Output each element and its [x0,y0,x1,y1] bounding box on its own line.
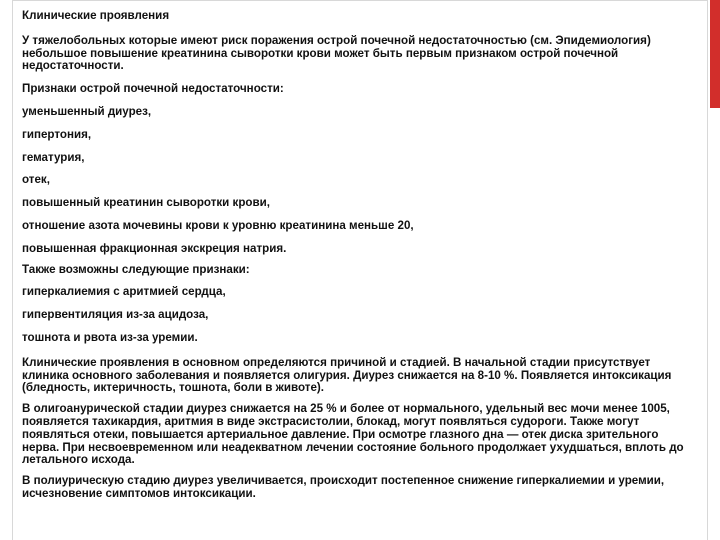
list-item: отек, [22,173,50,187]
red-accent-bar [710,0,720,108]
extra-signs-heading: Также возможны следующие признаки: [22,262,250,276]
list-item: повышенная фракционная экскреция натрия. [22,241,287,255]
slide-frame-left [12,0,13,540]
list-item: гипертония, [22,127,92,141]
stage-oligoanuric-paragraph: В олигоанурической стадии диурез снижается на 25 % и более от нормального, удельный вес мочи менее 1005, появляется тахикардия, аритмия в виде экстрасистолии, блокад, могут появляться судороги. Также могут появляться отеки, повышается артериальное давление. При осмотре глазного дна — отек диска зрительного нерва. При несвоевременном или неадекватном лечении состояние больного продолжает ухудшаться, вплоть до летального исхода. [22,402,684,467]
signs-list [22,106,694,256]
page-title: Клинические проявления [22,9,170,22]
slide-frame-right [707,0,708,540]
signs-heading: Признаки острой почечной недостаточности: [22,82,284,96]
slide-content [22,10,694,509]
list-item: отношение азота мочевины крови к уровню креатинина меньше 20, [22,218,414,232]
list-item: уменьшенный диурез, [22,104,152,118]
stage-polyuric-paragraph: В полиурическую стадию диурез увеличивается, происходит постепенное снижение гиперкалиемии и уремии, исчезновение симптомов интоксикации. [22,474,665,500]
list-item: тошнота и рвота из-за уремии. [22,330,198,344]
extra-signs-list [22,286,694,344]
intro-paragraph: У тяжелобольных которые имеют риск поражения острой почечной недостаточностью (см. Эпидемиология) небольшое повышение креатинина сыворотки крови может быть первым признаком острой почечной недостаточности. [22,33,651,73]
list-item: гипервентиляция из-за ацидоза, [22,308,209,322]
list-item: гематурия, [22,150,85,164]
list-item: повышенный креатинин сыворотки крови, [22,196,270,210]
slide-frame-top [12,0,708,1]
list-item: гиперкалиемия с аритмией сердца, [22,285,226,299]
stage-initial-paragraph: Клинические проявления в основном определяются причиной и стадией. В начальной стадии присутствует клиника основного заболевания и появляется олигурия. Диурез снижается на 8-10 %. Появляется интоксикация (бледность, иктеричность, тошнота, боли в животе). [22,355,672,395]
